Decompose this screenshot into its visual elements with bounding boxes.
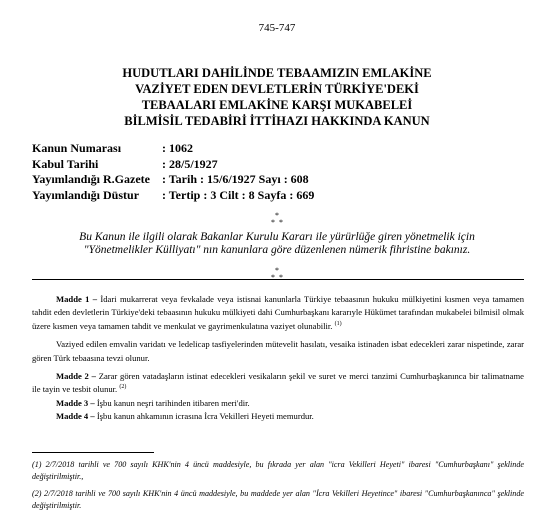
law-body	[32, 293, 524, 424]
article-label: Madde 1 –	[56, 294, 98, 304]
meta-value: : Tertip : 3 Cilt : 8 Sayfa : 669	[162, 187, 315, 202]
article-2	[32, 370, 524, 397]
regulation-notice: Bu Kanun ile ilgili olarak Bakanlar Kurulu Kararı ile yürürlüğe giren yönetmelik için "Yönetmelikler Külliyatı" nın kanunlara göre düzenlenen nümerik fihristine bakınız.	[79, 231, 475, 256]
article-label: Madde 2 –	[56, 371, 96, 382]
meta-label: Kanun Numarası	[32, 141, 122, 155]
meta-row-law-number	[32, 141, 314, 157]
meta-label: Kabul Tarihi	[32, 156, 99, 171]
footnote-ref[interactable]: (2)	[119, 384, 127, 391]
title-line: BİLMİSİL TEDABİRİ İTTİHAZI HAKKINDA KANUN	[124, 114, 430, 128]
meta-label: Yayımlandığı R.Gazete	[32, 172, 150, 186]
meta-row-official-gazette	[32, 172, 314, 188]
law-title	[40, 65, 514, 129]
footnote-2: (2) 2/7/2018 tarihli ve 700 sayılı KHK'nin 4 üncü maddesiyle, bu maddede yer alan "İcra Vekilleri Heyetince" ibaresi "Cumhurbaşkanınca" şeklinde değiştirilmiştir.	[32, 489, 524, 510]
article-4	[32, 410, 524, 423]
section-divider	[32, 279, 524, 280]
article-text: İşbu kanun ahkamının icrasına İcra Vekilleri Heyeti memurdur.	[94, 411, 314, 422]
meta-label: Yayımlandığı Düstur	[32, 187, 140, 202]
title-line: VAZİYET EDEN DEVLETLERİN TÜRKİYE'DEKİ	[135, 82, 419, 96]
meta-value: : 1062	[162, 141, 193, 155]
article-text: İşbu kanun neşri tarihinden itibaren meri'dir.	[94, 397, 250, 408]
star-pair: * *	[271, 273, 283, 282]
title-line: HUDUTLARI DAHİLİNDE TEBAAMIZIN EMLAKİNE	[122, 66, 432, 80]
meta-value: : Tarih : 15/6/1927 Sayı : 608	[162, 172, 309, 186]
star-pair: * *	[271, 218, 283, 227]
footnote-1: (1) 2/7/2018 tarihli ve 700 sayılı KHK'nin 4 üncü maddesiyle, bu fıkrada yer alan "icra Vekilleri Heyeti" ibaresi "Cumhurbaşkanı" şeklinde değiştirilmiştir.,	[32, 460, 524, 481]
meta-row-dustur	[32, 188, 314, 204]
star: *	[275, 266, 279, 275]
meta-row-acceptance-date	[32, 157, 314, 173]
article-label: Madde 3 –	[56, 397, 95, 408]
meta-value: : 28/5/1927	[162, 156, 218, 171]
title-line: TEBAALARI EMLAKİNE KARŞI MUKABELEİ	[141, 98, 413, 112]
article-text: Zarar gören vatadaşların istinat edecekleri vesikaların şekil ve suret ve merci tanzimi Cumhurbaşkanınca bir talimatname ile tayin ve tesbit olunur.	[32, 371, 524, 395]
law-metadata	[32, 141, 314, 203]
page-number: 745-747	[258, 22, 296, 34]
article-text: İdari mukarrerat veya fevkalade veya istisnai kanunlarla Türkiye tebaasının hukuku mülkiyetini kısmen veya tamamen tahdit eden devletlerin Türkiye'deki tebaasının hukuku mülkiyeti dahi Cumhurbaşkanı kararıyle Hükümet tarafından mukabelei bilmisil olmak üzere kısmen veya tamamen tahdit ve menkulat ve gayrimenkulatına vaziyet olunabilir.	[32, 294, 525, 331]
article-label: Madde 4 –	[56, 411, 95, 422]
article-3	[32, 397, 524, 410]
article-1	[32, 293, 524, 333]
asterism-top	[0, 212, 554, 226]
footnote-ref[interactable]: (1)	[334, 320, 342, 327]
article-1-paragraph-2: Vaziyed edilen emvalin varidatı ve ledelicap tasfiyelerinden mütevelit hasılatı, vesaika istinaden isbat edecekleri zarar nispetinde, zarar gören Türk tebaasına tevzi olunur.	[32, 339, 524, 363]
star: *	[275, 211, 279, 220]
footnote-divider	[32, 452, 154, 453]
